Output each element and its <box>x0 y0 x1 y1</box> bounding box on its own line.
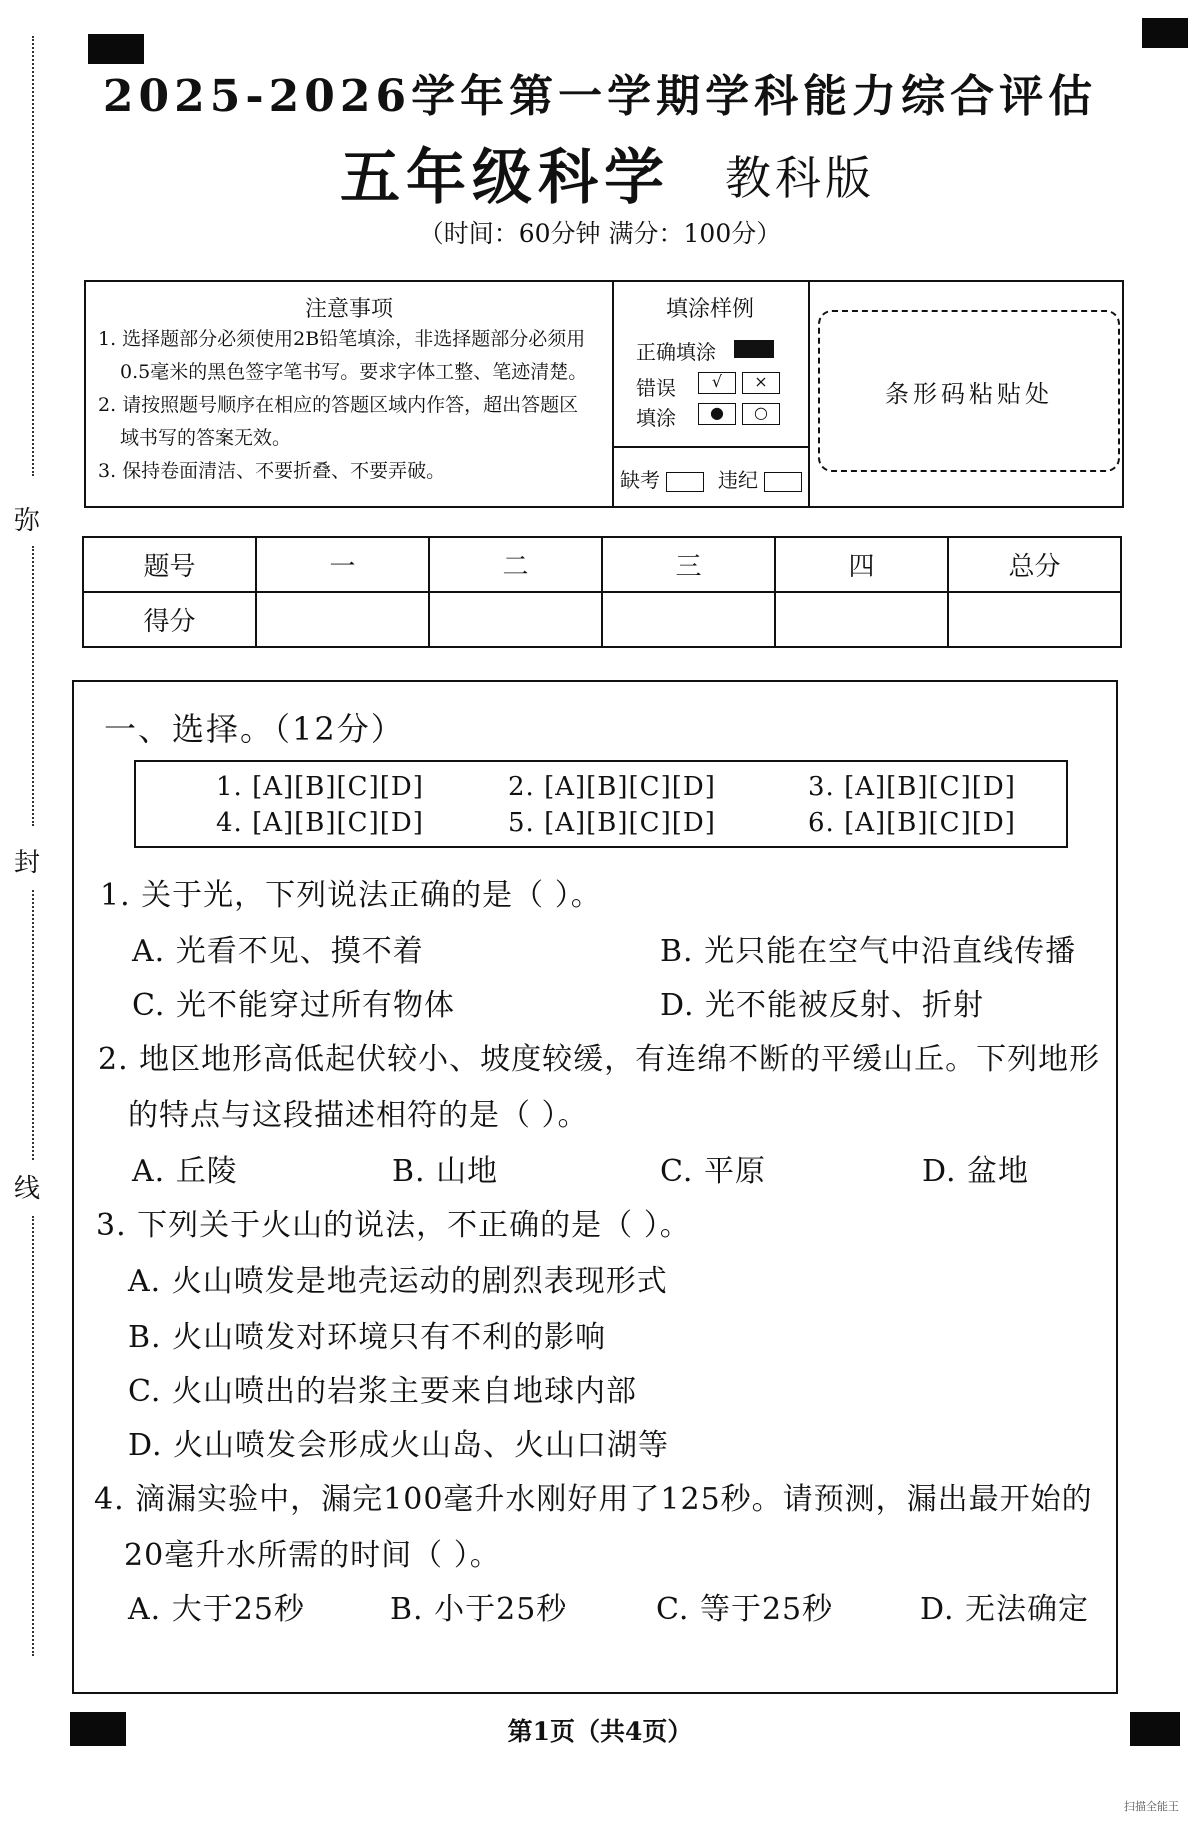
page-number: 第1页（共4页） <box>507 1717 693 1746</box>
seal-char-feng: 封 <box>14 848 41 878</box>
answer-bubble-row[interactable]: 6. [A][B][C][D] <box>808 808 1016 838</box>
absent-label <box>620 464 704 493</box>
score-header-cell: 题号 <box>83 537 256 592</box>
violation-label <box>718 464 802 493</box>
edition-label: 教科版 <box>725 151 875 205</box>
notice-item: 0.5毫米的黑色签字笔书写。要求字体工整、笔迹清楚。 <box>120 361 588 383</box>
question-2-option-d: D. 盆地 <box>922 1154 1030 1189</box>
seal-char-mi: 弥 <box>14 506 41 536</box>
scanner-watermark: 扫描全能王 <box>1124 1800 1179 1813</box>
question-3-option-a: A. 火山喷发是地壳运动的剧烈表现形式 <box>128 1264 668 1299</box>
registration-mark-top-right <box>1142 18 1188 48</box>
notice-section <box>86 282 614 506</box>
question-3-option-c: C. 火山喷出的岩浆主要来自地球内部 <box>128 1374 637 1409</box>
score-table <box>82 536 1122 648</box>
score-cell[interactable] <box>602 592 775 647</box>
question-2-option-c: C. 平原 <box>660 1154 766 1189</box>
question-1-option-d: D. 光不能被反射、折射 <box>660 988 985 1023</box>
question-4-option-b: B. 小于25秒 <box>390 1592 568 1627</box>
absent-checkbox[interactable] <box>666 472 704 492</box>
score-header-cell: 一 <box>256 537 429 592</box>
notice-heading: 注意事项 <box>304 297 393 322</box>
question-1-option-c: C. 光不能穿过所有物体 <box>132 988 455 1023</box>
notice-item: 3. 保持卷面清洁、不要折叠、不要弄破。 <box>98 460 446 482</box>
barcode-label: 条形码粘贴处 <box>885 380 1053 408</box>
wrong-fill-samples-row1 <box>698 372 786 394</box>
notice-item: 1. 选择题部分必须使用2B铅笔填涂，非选择题部分必须用 <box>98 328 586 350</box>
wrong-fill-label: 错误 <box>636 376 676 400</box>
notice-item: 2. 请按照题号顺序在相应的答题区域内作答，超出答题区 <box>98 394 579 416</box>
score-table-row <box>83 592 1121 647</box>
answer-bubble-row[interactable]: 5. [A][B][C][D] <box>508 808 716 838</box>
score-header-cell: 二 <box>429 537 602 592</box>
question-1-stem: 1. 关于光，下列说法正确的是（ ）。 <box>100 878 602 913</box>
exam-info: （时间：60分钟 满分：100分） <box>418 219 782 248</box>
question-4-stem-line2: 20毫升水所需的时间（ ）。 <box>124 1538 501 1573</box>
wrong-fill-label: 填涂 <box>636 406 676 430</box>
violation-text: 违纪 <box>718 468 758 492</box>
correct-fill-sample <box>734 340 774 358</box>
score-header-cell: 四 <box>775 537 948 592</box>
seal-line-segment <box>32 546 34 826</box>
score-cell[interactable] <box>256 592 429 647</box>
check-mark-icon: √ <box>698 372 736 394</box>
seal-line-segment <box>32 1216 34 1656</box>
info-panel <box>84 280 1124 508</box>
absent-text: 缺考 <box>620 468 660 492</box>
question-4-option-d: D. 无法确定 <box>920 1592 1090 1627</box>
question-3-stem: 3. 下列关于火山的说法，不正确的是（ ）。 <box>96 1208 691 1243</box>
section-1-title: 一、选择。（12分） <box>104 710 405 748</box>
score-header-cell: 三 <box>602 537 775 592</box>
exam-title: 2025-2026学年第一学期学科能力综合评估 <box>102 71 1098 122</box>
question-1-option-a: A. 光看不见、摸不着 <box>132 934 424 969</box>
question-4-option-a: A. 大于25秒 <box>128 1592 305 1627</box>
seal-line-segment <box>32 890 34 1160</box>
question-4-option-c: C. 等于25秒 <box>656 1592 834 1627</box>
empty-circle-icon: ○ <box>742 403 780 425</box>
score-cell[interactable] <box>429 592 602 647</box>
fill-example-top <box>612 282 808 448</box>
correct-fill-label: 正确填涂 <box>636 340 716 364</box>
seal-char-xian: 线 <box>14 1174 41 1204</box>
question-2-option-b: B. 山地 <box>392 1154 499 1189</box>
score-table-header-row <box>83 537 1121 592</box>
violation-checkbox[interactable] <box>764 472 802 492</box>
barcode-area <box>818 310 1120 472</box>
question-2-option-a: A. 丘陵 <box>132 1154 238 1189</box>
question-1-option-b: B. 光只能在空气中沿直线传播 <box>660 934 1077 969</box>
answer-bubble-row[interactable]: 3. [A][B][C][D] <box>808 772 1016 802</box>
cross-mark-icon: × <box>742 372 780 394</box>
notice-item: 域书写的答案无效。 <box>120 427 292 449</box>
answer-bubble-row[interactable]: 4. [A][B][C][D] <box>216 808 424 838</box>
score-row-label: 得分 <box>83 592 256 647</box>
answer-bubble-row[interactable]: 1. [A][B][C][D] <box>216 772 424 802</box>
fill-example-heading: 填涂样例 <box>665 297 754 322</box>
question-2-stem: 2. 地区地形高低起伏较小、坡度较缓，有连绵不断的平缓山丘。下列地形 <box>98 1042 1101 1077</box>
subject-title: 五年级科学 <box>340 143 670 213</box>
score-header-cell: 总分 <box>948 537 1121 592</box>
question-3-option-d: D. 火山喷发会形成火山岛、火山口湖等 <box>128 1428 670 1463</box>
fill-example-section <box>612 282 810 506</box>
question-4-stem: 4. 滴漏实验中，漏完100毫升水刚好用了125秒。请预测，漏出最开始的 <box>94 1482 1093 1517</box>
answer-bubble-row[interactable]: 2. [A][B][C][D] <box>508 772 716 802</box>
question-3-option-b: B. 火山喷发对环境只有不利的影响 <box>128 1320 607 1355</box>
score-cell[interactable] <box>948 592 1121 647</box>
question-2-stem-line2: 的特点与这段描述相符的是（ ）。 <box>128 1098 589 1133</box>
filled-dot-icon: ● <box>698 403 736 425</box>
score-cell[interactable] <box>775 592 948 647</box>
wrong-fill-samples-row2 <box>698 403 786 425</box>
